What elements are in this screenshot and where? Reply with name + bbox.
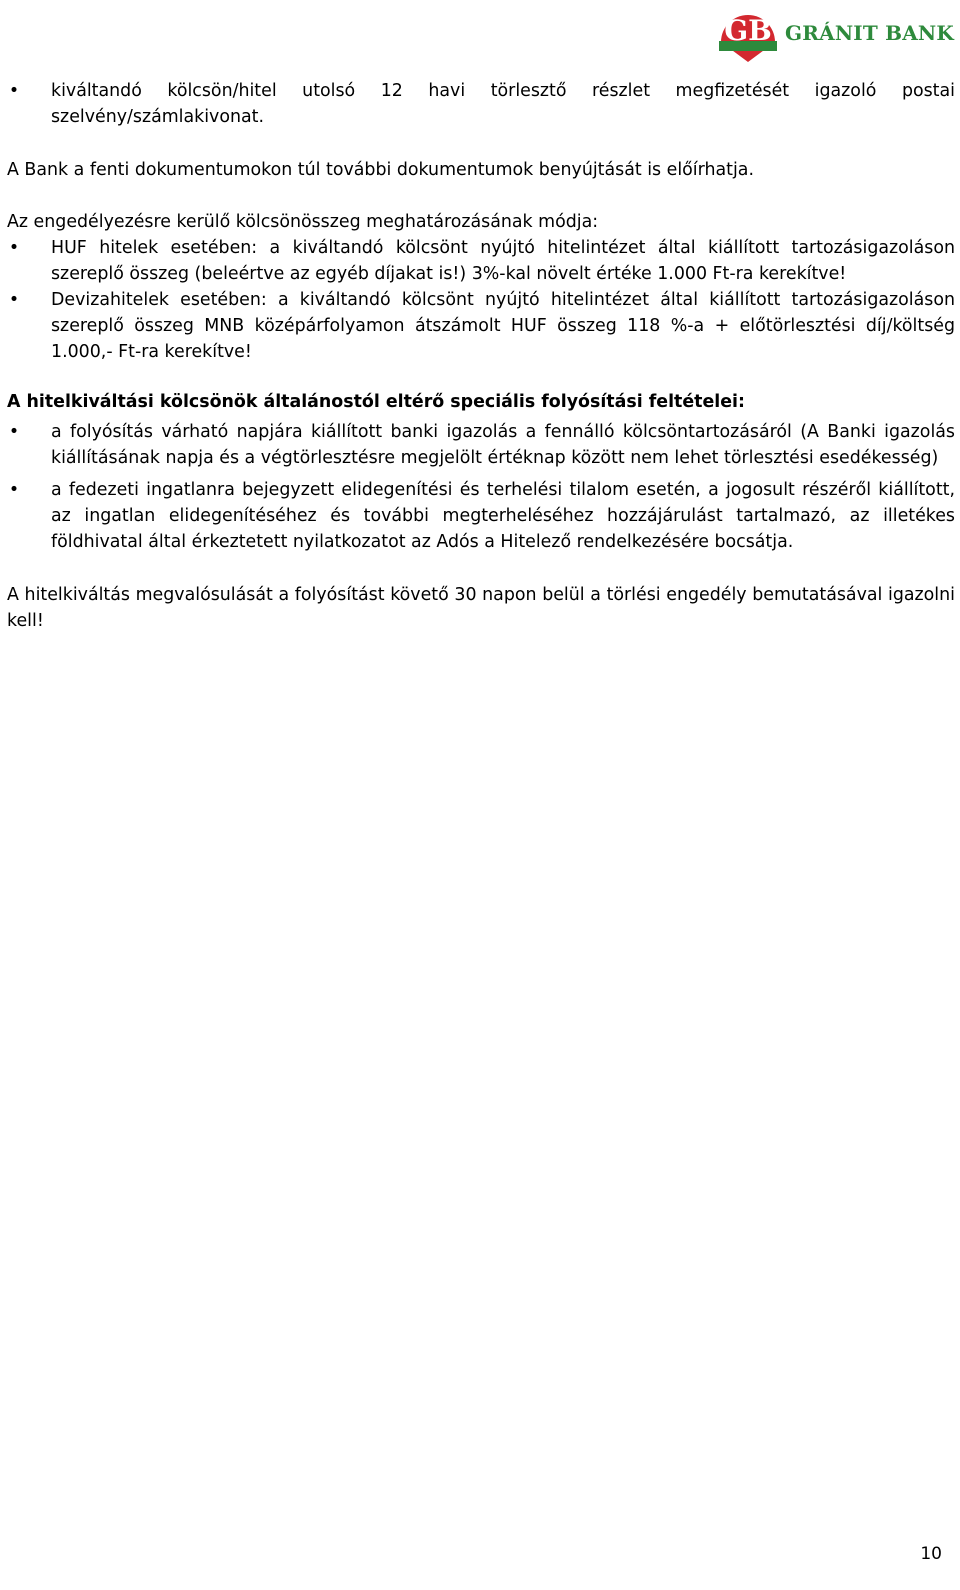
list-item: • kiváltandó kölcsön/hitel utolsó 12 havi törlesztő részlet megfizetését igazoló postai szelvény/számlakivonat.	[7, 78, 955, 130]
list-item: • a fedezeti ingatlanra bejegyzett elidegenítési és terhelési tilalom esetén, a jogosult részéről kiállított, az ingatlan elidegenítéséhez és további megterheléséhez hozzájárulást tartalmazó, az illetékes földhivatal által érkeztetett nyilatkozatot az Adós a Hitelező rendelkezésére bocsátja.	[7, 477, 955, 555]
bullet-icon: •	[8, 81, 20, 101]
bullet-icon: •	[8, 480, 20, 500]
granit-bank-logo	[715, 4, 954, 64]
logo-text: GRÁNIT BANK	[785, 21, 954, 45]
bullet-icon: •	[8, 290, 20, 310]
bullet-icon: •	[8, 238, 20, 258]
bank-logo-mark-icon	[715, 4, 781, 64]
list-item: • a folyósítás várható napjára kiállított banki igazolás a fennálló kölcsöntartozásáról (A Banki igazolás kiállításának napja és a végtörlesztésre megjelölt értéknap között nem lehet törlesztési esedékesség)	[7, 419, 955, 471]
paragraph-verification: A hitelkiváltás megvalósulását a folyósítást követő 30 napon belül a törlési engedély bemutatásával igazolni kell!	[7, 585, 955, 631]
section-heading: A hitelkiváltási kölcsönök általánostól eltérő speciális folyósítási feltételei:	[7, 392, 745, 412]
list-item: • Devizahitelek esetében: a kiváltandó kölcsönt nyújtó hitelintézet által kiállított tartozásigazoláson szereplő összeg MNB középárfolyamon átszámolt HUF összeg 118 %-a + előtörlesztési díj/költség 1.000,- Ft-ra kerekítve!	[7, 287, 955, 365]
logo-mark-letters: GB	[724, 14, 772, 47]
list-item: • HUF hitelek esetében: a kiváltandó kölcsönt nyújtó hitelintézet által kiállított tartozásigazoláson szereplő összeg (beleértve az egyéb díjakat is!) 3%-kal növelt értéke 1.000 Ft-ra kerekítve!	[7, 235, 955, 287]
paragraph-amount-method: Az engedélyezésre kerülő kölcsönösszeg meghatározásának módja:	[7, 212, 599, 232]
document-list-2	[7, 235, 955, 365]
bullet-icon: •	[8, 422, 20, 442]
document-body	[7, 78, 955, 634]
page-number: 10	[920, 1544, 942, 1564]
document-list-1	[7, 78, 955, 130]
document-list-3	[7, 419, 955, 555]
paragraph-additional-documents: A Bank a fenti dokumentumokon túl további dokumentumok benyújtását is előírhatja.	[7, 160, 754, 180]
